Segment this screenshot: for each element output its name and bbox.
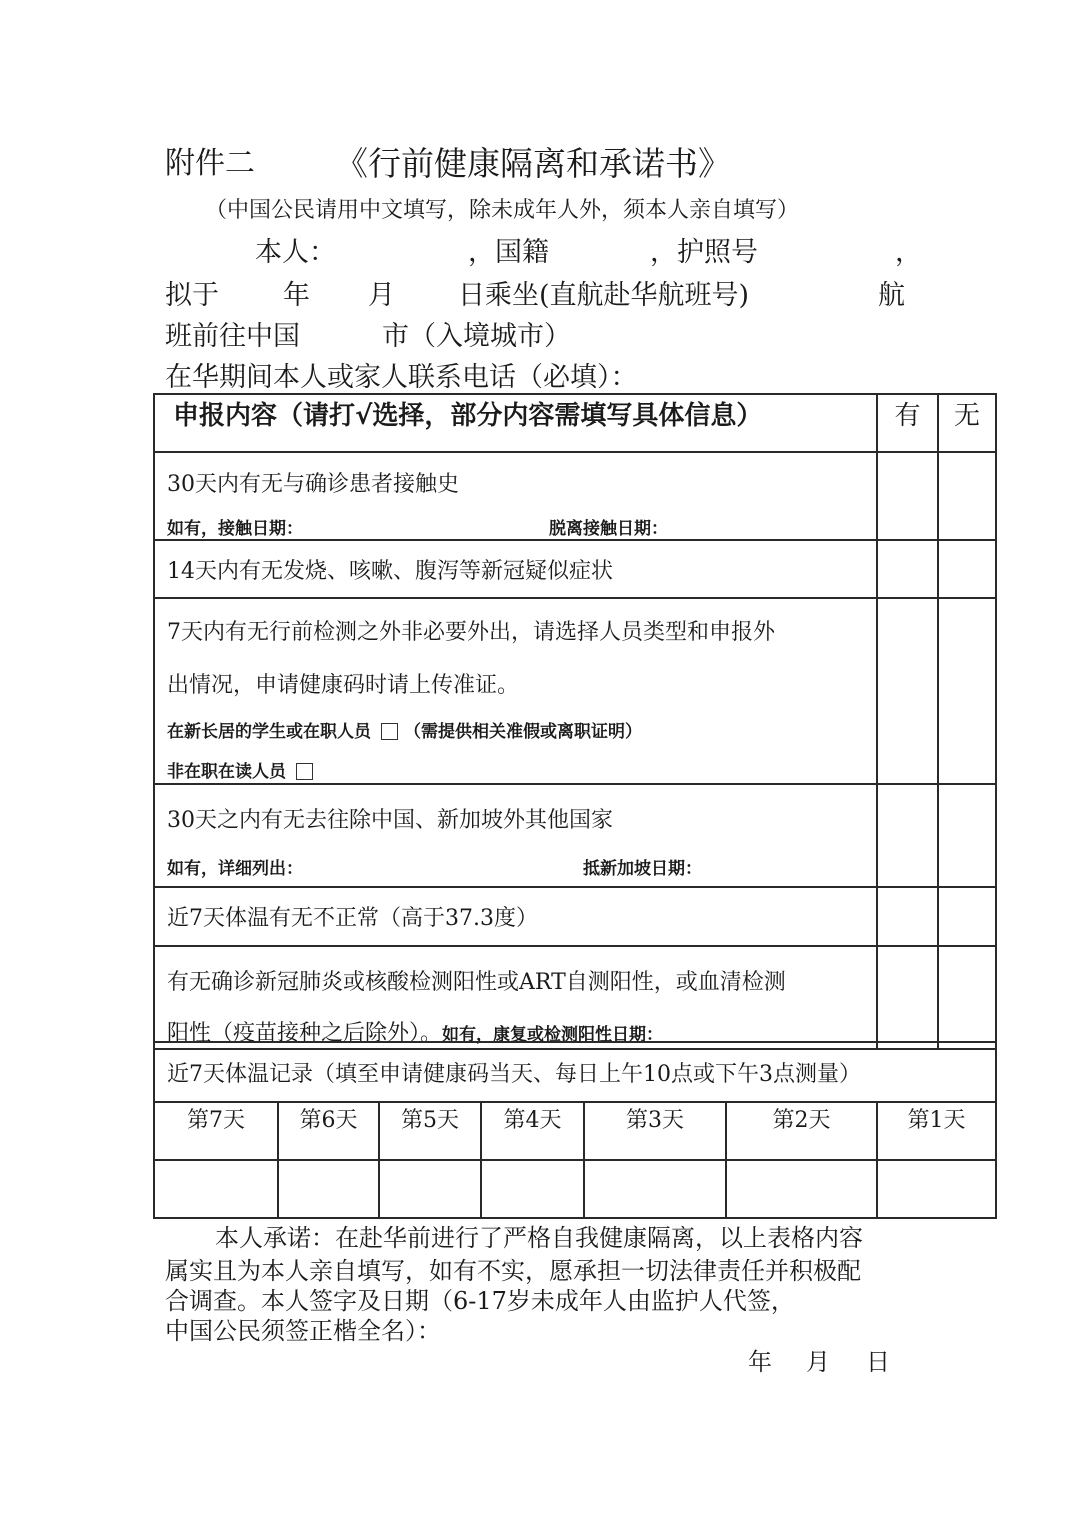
yes-checkbox-cell[interactable] [877, 452, 938, 540]
table-row [154, 946, 996, 1049]
header-no: 无 [938, 394, 996, 452]
no-checkbox-cell[interactable] [938, 540, 996, 598]
temperature-input-row [154, 1160, 996, 1218]
contact-date-label: 如有，接触日期： [167, 519, 303, 539]
day-label: 第7天 [154, 1102, 278, 1160]
sign-month-label: 月 [806, 1348, 830, 1376]
pledge-line-4: 中国公民须签正楷全名）： [165, 1317, 441, 1345]
temperature-table [153, 1041, 997, 1219]
sign-day-label: 日 [866, 1348, 890, 1376]
table-row [154, 540, 996, 598]
countries-detail-label: 如有，详细列出： [167, 859, 303, 879]
no-checkbox-cell[interactable] [938, 598, 996, 784]
days-header-row [154, 1102, 996, 1160]
day-label: 第1天 [877, 1102, 996, 1160]
option-resident-note: （需提供相关准假或离职证明） [404, 722, 642, 742]
recovery-date-label: 如有，康复或检测阳性日期： [442, 1025, 664, 1045]
passport-label: ，护照号 [650, 237, 758, 268]
question-text-line2: 出情况，申请健康码时请上传准证。 [167, 673, 520, 698]
pledge-line-3: 合调查。本人签字及日期（6-17岁未成年人由监护人代签， [165, 1287, 795, 1315]
destination-label: 班前往中国 [165, 321, 300, 352]
sign-year-label: 年 [748, 1348, 772, 1376]
attachment-label: 附件二 [165, 146, 255, 181]
temperature-record-title: 近7天体温记录（填至申请健康码当天、每日上午10点或下午3点测量） [167, 1061, 861, 1087]
question-text-line1: 有无确诊新冠肺炎或核酸检测阳性或ART自测阳性，或血清检测 [167, 970, 786, 995]
day-label: 第6天 [278, 1102, 379, 1160]
line1-comma: ， [895, 237, 922, 268]
temperature-cell[interactable] [481, 1160, 584, 1218]
header-question: 申报内容（请打√选择，部分内容需填写具体信息） [154, 394, 877, 452]
table-row [154, 784, 996, 887]
month-label: 月 [368, 280, 395, 311]
yes-checkbox-cell[interactable] [877, 540, 938, 598]
header-yes: 有 [877, 394, 938, 452]
hang-label: 航 [878, 280, 905, 311]
separation-date-label: 脱离接触日期： [549, 519, 668, 539]
table-row [154, 598, 996, 784]
temperature-cell[interactable] [379, 1160, 481, 1218]
question-text-line1: 7天内有无行前检测之外非必要外出，请选择人员类型和申报外 [167, 620, 775, 645]
temperature-cell[interactable] [726, 1160, 877, 1218]
phone-label: 在华期间本人或家人联系电话（必填）： [165, 362, 638, 393]
city-label: 市（入境城市） [382, 321, 571, 352]
page-title: 《行前健康隔离和承诺书》 [335, 144, 731, 183]
option-nonworking-checkbox[interactable] [296, 763, 313, 780]
day-label: 第5天 [379, 1102, 481, 1160]
day-label: 第4天 [481, 1102, 584, 1160]
year-label: 年 [283, 280, 310, 311]
option-resident-checkbox[interactable] [381, 723, 398, 740]
subtitle: （中国公民请用中文填写，除未成年人外，须本人亲自填写） [205, 198, 800, 223]
flight-label: 日乘坐(直航赴华航班号) [458, 280, 750, 311]
option-nonworking-label: 非在职在读人员 [167, 762, 286, 782]
temperature-cell[interactable] [877, 1160, 996, 1218]
no-checkbox-cell[interactable] [938, 887, 996, 946]
arrival-date-label: 抵新加坡日期： [583, 859, 702, 879]
no-checkbox-cell[interactable] [938, 784, 996, 887]
question-text: 30天之内有无去往除中国、新加坡外其他国家 [167, 808, 613, 833]
question-text: 30天内有无与确诊患者接触史 [167, 472, 459, 497]
yes-checkbox-cell[interactable] [877, 946, 938, 1049]
name-label: 本人： [255, 237, 336, 268]
no-checkbox-cell[interactable] [938, 946, 996, 1049]
nationality-label: ，国籍 [468, 237, 549, 268]
temperature-cell[interactable] [154, 1160, 278, 1218]
question-text: 14天内有无发烧、咳嗽、腹泻等新冠疑似症状 [167, 558, 613, 584]
yes-checkbox-cell[interactable] [877, 598, 938, 784]
plan-label: 拟于 [165, 280, 219, 311]
day-label: 第2天 [726, 1102, 877, 1160]
question-text: 近7天体温有无不正常（高于37.3度） [167, 906, 538, 931]
pledge-line-1: 本人承诺：在赴华前进行了严格自我健康隔离，以上表格内容 [215, 1224, 863, 1252]
no-checkbox-cell[interactable] [938, 452, 996, 540]
option-resident-label: 在新长居的学生或在职人员 [167, 722, 371, 742]
table-row [154, 452, 996, 540]
table-row [154, 887, 996, 946]
yes-checkbox-cell[interactable] [877, 784, 938, 887]
table-header-row [154, 394, 996, 452]
question-text-line2: 阳性（疫苗接种之后除外）。 [167, 1021, 443, 1046]
pledge-line-2: 属实且为本人亲自填写，如有不实，愿承担一切法律责任并积极配 [165, 1257, 861, 1285]
day-label: 第3天 [584, 1102, 726, 1160]
declaration-table [153, 393, 997, 1050]
temperature-cell[interactable] [584, 1160, 726, 1218]
yes-checkbox-cell[interactable] [877, 887, 938, 946]
temperature-cell[interactable] [278, 1160, 379, 1218]
